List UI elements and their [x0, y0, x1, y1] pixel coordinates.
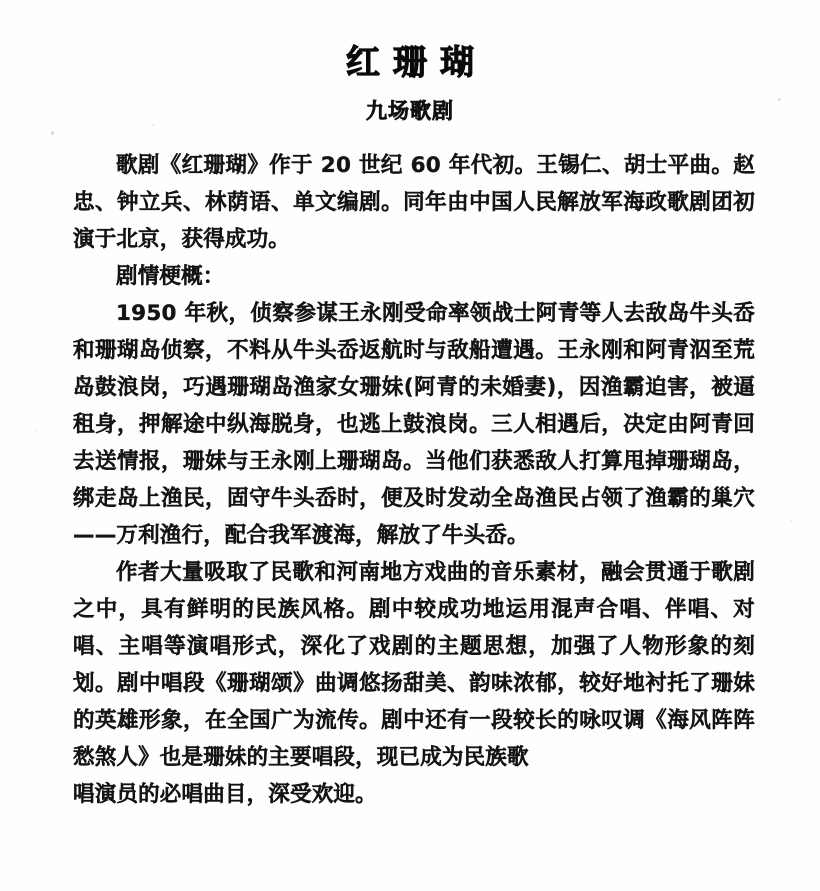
paragraph-synopsis: 1950 年秋，侦察参谋王永刚受命率领战士阿青等人去敌岛牛头岙和珊瑚岛侦察，不料从牛头岙返航时与敌船遭遇。王永刚和阿青泅至荒岛鼓浪岗，巧遇珊瑚岛渔家女珊妹(阿青的未婚妻)，因渔霸迫害，被逼租身，押解途中纵海脱身，也逃上鼓浪岗。三人相遇后，决定由阿青回去送情报，珊妹与王永刚上珊瑚岛。当他们获悉敌人打算甩掉珊瑚岛，绑走岛上渔民，固守牛头岙时，便及时发动全岛渔民占领了渔霸的巢穴——万利渔行，配合我军渡海，解放了牛头岙。 [73, 301, 755, 549]
paragraph-commentary: 作者大量吸取了民歌和河南地方戏曲的音乐素材，融会贯通于歌剧之中，具有鲜明的民族风格。剧中较成功地运用混声合唱、伴唱、对唱、主唱等演唱形式，深化了戏剧的主题思想，加强了人物形象的刻划。剧中唱段《珊瑚颂》曲调悠扬甜美、韵味浓郁，较好地衬托了珊妹的英雄形象，在全国广为流传。剧中还有一段较长的咏叹调《海风阵阵愁煞人》也是珊妹的主要唱段，现已成为民族歌 [73, 560, 755, 771]
page-title: 红珊瑚 [346, 43, 487, 83]
paragraph-commentary-tail: 唱演员的必唱曲目，深受欢迎。 [73, 782, 377, 808]
title-block [0, 0, 820, 125]
synopsis-heading: 剧情梗概： [116, 264, 225, 290]
article-body [0, 125, 820, 813]
page-subtitle: 九场歌剧 [366, 99, 454, 124]
paragraph-intro: 歌剧《红珊瑚》作于 20 世纪 60 年代初。王锡仁、胡士平曲。赵忠、钟立兵、林荫语、单文编剧。同年由中国人民解放军海政歌剧团初演于北京，获得成功。 [73, 153, 755, 253]
